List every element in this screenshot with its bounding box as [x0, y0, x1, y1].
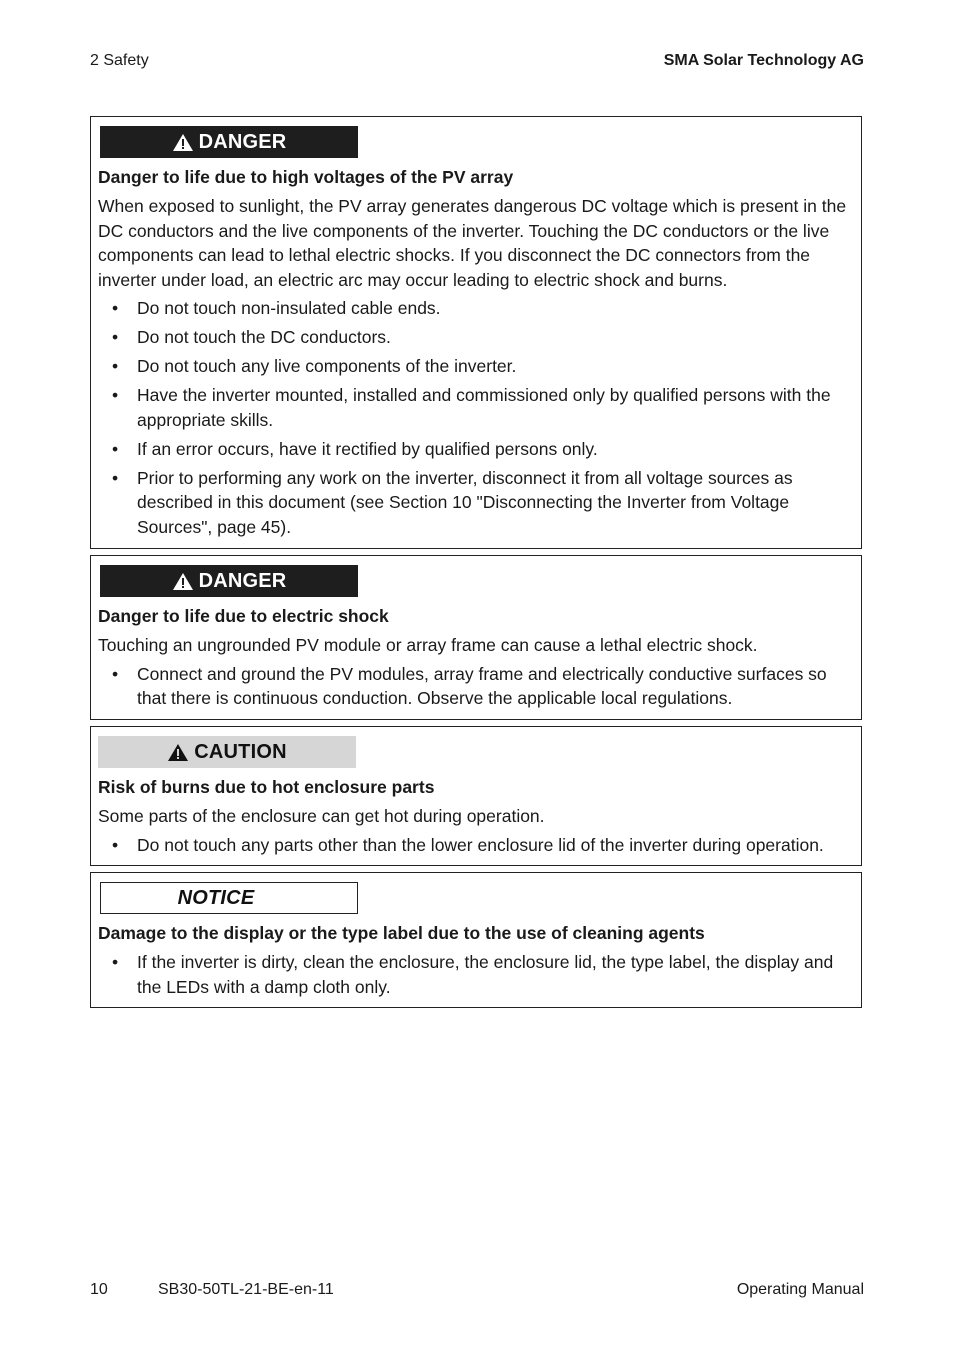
- banner-label: DANGER: [198, 130, 287, 153]
- list-item: • Do not touch non-insulated cable ends.: [98, 296, 851, 321]
- danger-notice-pv-voltage: [90, 116, 862, 549]
- notice-text: When exposed to sunlight, the PV array generates dangerous DC voltage which is present in the DC conductors and the live components of the inverter. Touching the DC conductors or the live components can lead to lethal electric shocks. If you disconnect the DC connectors from the inverter under load, an electric arc may occur leading to electric shock and burns.: [98, 196, 847, 290]
- notice-bullet-list: [98, 296, 851, 539]
- notice-cleaning-agents: [90, 872, 862, 1008]
- page-number: 10: [90, 1281, 108, 1298]
- notice-title: Damage to the display or the type label due to the use of cleaning agents: [98, 923, 705, 943]
- banner-label: NOTICE: [177, 886, 255, 909]
- notice-bullet-list: [98, 662, 851, 711]
- notice-title: Danger to life due to electric shock: [98, 606, 389, 626]
- danger-notice-electric-shock: [90, 555, 862, 720]
- list-item: • Do not touch any parts other than the lower enclosure lid of the inverter during operation.: [98, 833, 851, 858]
- list-item: • Do not touch any live components of the inverter.: [98, 354, 851, 379]
- list-item: • Do not touch the DC conductors.: [98, 325, 851, 350]
- danger-banner: [100, 126, 358, 158]
- danger-banner: [100, 565, 358, 597]
- warning-triangle-icon: [172, 133, 194, 152]
- document-type: Operating Manual: [736, 1281, 864, 1298]
- notice-title: Risk of burns due to hot enclosure parts: [98, 777, 435, 797]
- notice-banner: [100, 882, 358, 914]
- list-item: • Connect and ground the PV modules, array frame and electrically conductive surfaces so that there is continuous conduction. Observe the applicable local regulations.: [98, 662, 851, 711]
- header-company: SMA Solar Technology AG: [663, 52, 864, 69]
- document-code: SB30-50TL-21-BE-en-11: [158, 1281, 334, 1298]
- warning-triangle-icon: [172, 572, 194, 591]
- notice-bullet-list: [98, 950, 851, 999]
- header-section: 2 Safety: [90, 52, 149, 69]
- notice-title: Danger to life due to high voltages of the PV array: [98, 167, 514, 187]
- list-item: • If an error occurs, have it rectified by qualified persons only.: [98, 437, 851, 462]
- notice-text: Some parts of the enclosure can get hot during operation.: [98, 806, 545, 826]
- warning-triangle-icon: [167, 743, 189, 762]
- banner-label: DANGER: [198, 569, 287, 592]
- list-item: • Prior to performing any work on the inverter, disconnect it from all voltage sources as described in this document (see Section 10 "Disconnecting the Inverter from Voltage Sources", page 45).: [98, 466, 851, 540]
- caution-notice-hot-parts: [90, 726, 862, 866]
- notice-text: Touching an ungrounded PV module or array frame can cause a lethal electric shock.: [98, 635, 758, 655]
- list-item: • Have the inverter mounted, installed and commissioned only by qualified persons with the appropriate skills.: [98, 383, 851, 432]
- notice-bullet-list: [98, 833, 851, 858]
- banner-label: CAUTION: [194, 740, 287, 763]
- caution-banner: [98, 736, 356, 768]
- list-item: • If the inverter is dirty, clean the enclosure, the enclosure lid, the type label, the display and the LEDs with a damp cloth only.: [98, 950, 851, 999]
